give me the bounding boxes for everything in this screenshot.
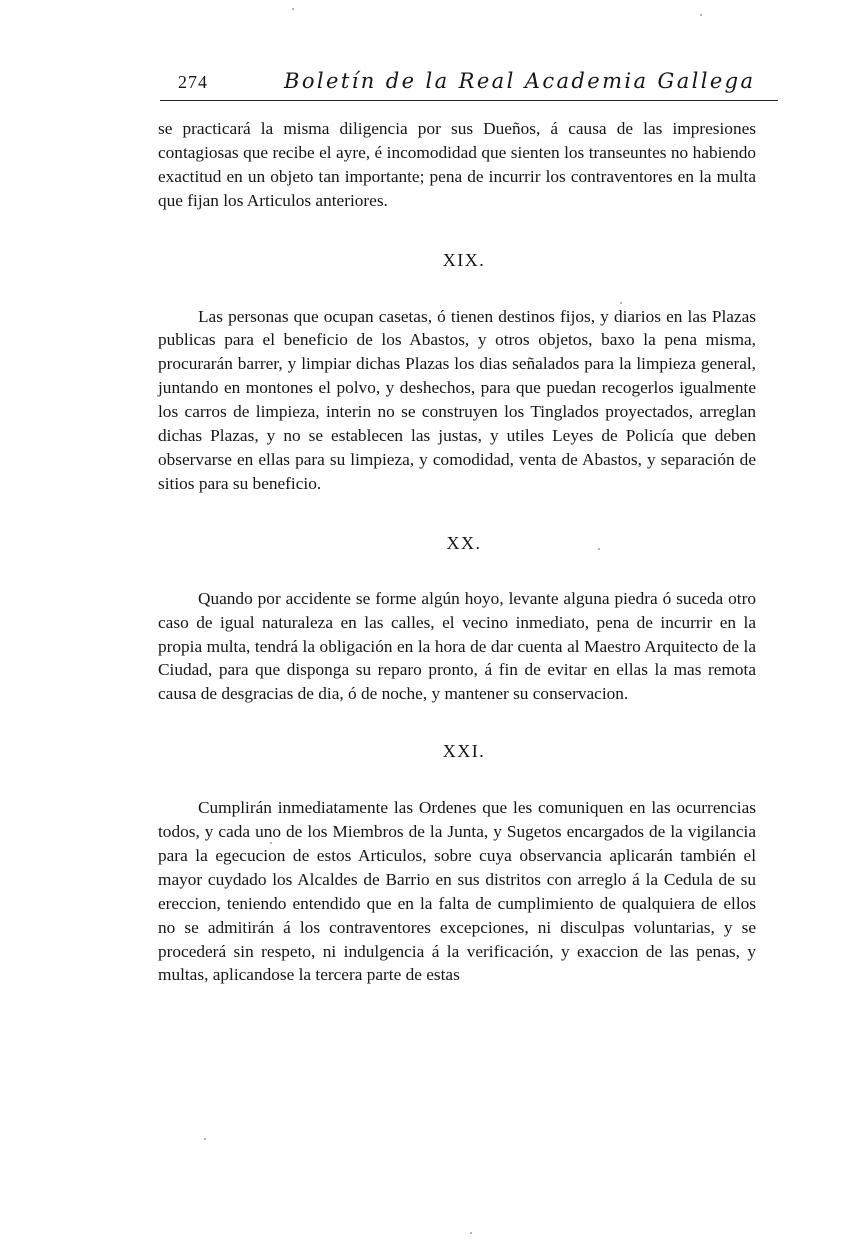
continued-paragraph: se practicará la misma diligencia por sus Dueños, á causa de las impresiones contagiosas que recibe el ayre, é incomodidad que sienten los transeuntes no habiendo exactitud en un objeto tan importante; pena de incurrir los contraventores en la multa que fijan los Articulos anteriores.	[158, 119, 756, 210]
scan-speck	[292, 8, 294, 10]
scan-speck	[470, 1232, 472, 1234]
scan-speck	[598, 548, 600, 550]
section-heading-xxi: XXI.	[442, 741, 486, 762]
scan-speck	[700, 14, 702, 16]
page-header	[160, 66, 778, 101]
section-paragraph-xxi: Cumplirán inmediatamente las Ordenes que les comuniquen en las ocurrencias todos, y cada uno de los Miembros de la Junta, y Sugetos encargados de la vigilancia para la egecucion de estos Articulos, sobre cuya observancia aplicarán también el mayor cuydado los Alcaldes de Barrio en sus distritos con arreglo á la Cedula de su ereccion, teniendo entendido que en la falta de cumplimiento de qualquiera de ellos no se admitirán á los contraventores excepciones, ni disculpas voluntarias, y se procederá sin respeto, ni indulgencia á la verificación, y exaccion de las penas, y multas, aplicandose la tercera parte de estas	[158, 798, 756, 985]
page-number: 274	[178, 72, 208, 92]
section-paragraph-xx: Quando por accidente se forme algún hoyo, levante alguna piedra ó suceda otro caso de igual naturaleza en las calles, el vecino inmediato, pena de incurrir en la propia multa, tendrá la obligación en la hora de dar cuenta al Maestro Arquitecto de la Ciudad, para que disponga su reparo pronto, á fin de evitar en ellas la mas remota causa de desgracias de dia, ó de noche, y mantener su conservacion.	[158, 588, 756, 704]
section-heading-xix: XIX.	[442, 249, 486, 270]
page-body	[158, 117, 756, 987]
scan-speck	[620, 302, 622, 304]
running-title: Boletín de la Real Academia Gallega	[284, 69, 756, 93]
scan-speck	[204, 1138, 206, 1140]
section-heading-xx: XX.	[446, 532, 482, 553]
section-paragraph-xix: Las personas que ocupan casetas, ó tienen destinos fijos, y diarios en las Plazas publicas para el beneficio de los Abastos, y otros objetos, baxo la pena misma, procurarán barrer, y limpiar dichas Plazas los dias señalados para la limpieza general, juntando en montones el polvo, y deshechos, para que puedan recogerlos igualmente los carros de limpieza, interin no se construyen los Tinglados proyectados, arreglan dichas Plazas, y no se establecen las justas, y utiles Leyes de Policía que deben observarse en ellas para su limpieza, y comodidad, venta de Abastos, y separación de sitios para su beneficio.	[158, 306, 756, 493]
scan-speck	[270, 842, 272, 844]
